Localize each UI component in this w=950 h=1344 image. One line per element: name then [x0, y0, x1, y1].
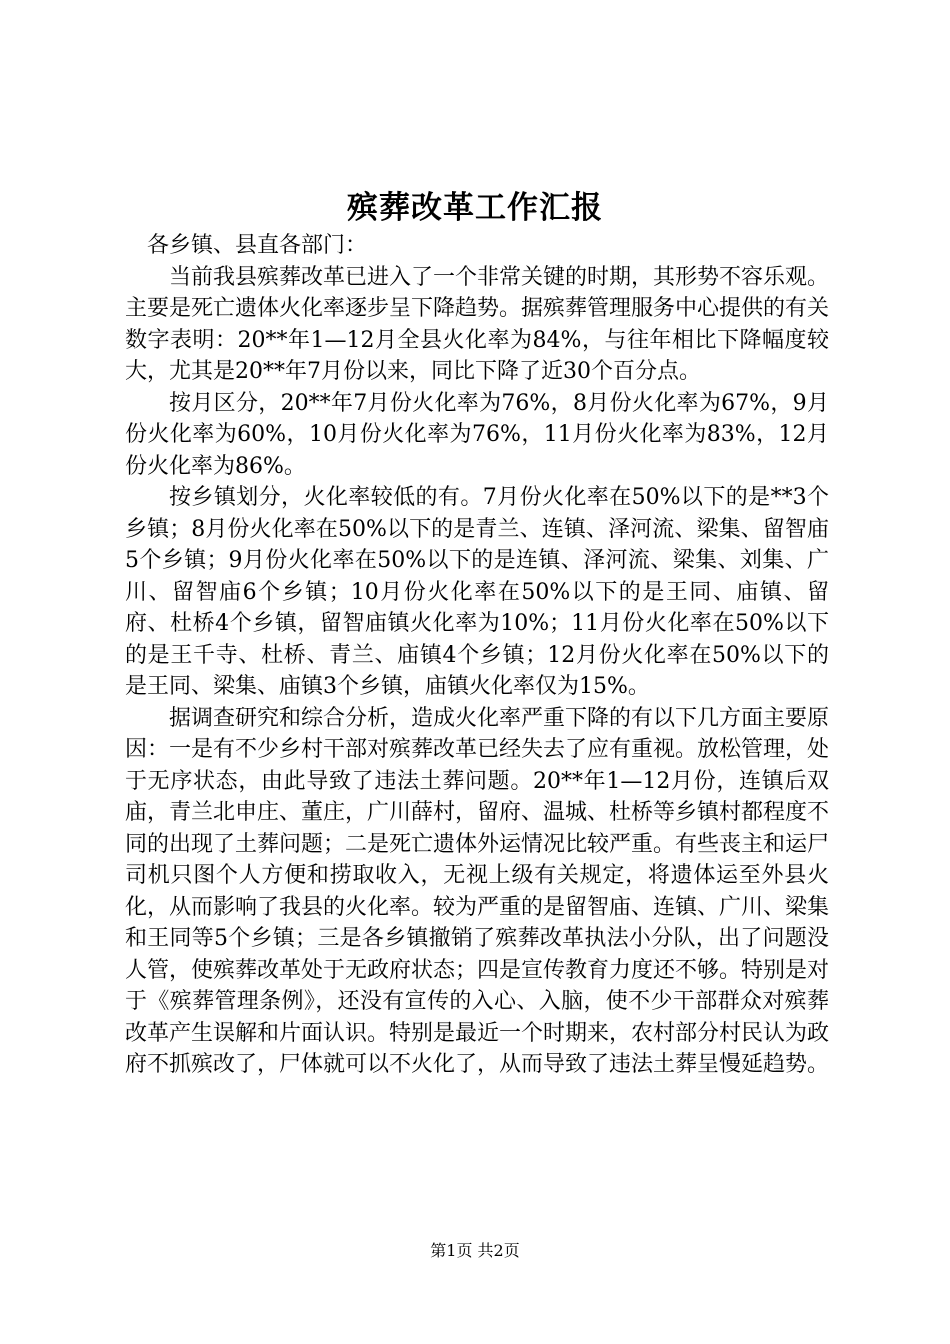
paragraph-by-township: 按乡镇划分，火化率较低的有。7月份火化率在50%以下的是**3个乡镇；8月份火化率在50%以下的是青兰、连镇、泽河流、梁集、留智庙5个乡镇；9月份火化率在50%以下的是连镇、泽河流、梁集、刘集、广川、留智庙6个乡镇；10月份火化率在50%以下的是王同、庙镇、留府、杜桥4个乡镇，留智庙镇火化率为10%；11月份火化率在50%以下的是王千寺、杜桥、青兰、庙镇4个乡镇；12月份火化率在50%以下的是王同、梁集、庙镇3个乡镇，庙镇火化率仅为15%。 — [125, 485, 829, 699]
document-body — [125, 230, 829, 1081]
salutation: 各乡镇、县直各部门： — [147, 233, 368, 258]
paragraph-overview: 当前我县殡葬改革已进入了一个非常关键的时期，其形势不容乐观。主要是死亡遗体火化率逐步呈下降趋势。据殡葬管理服务中心提供的有关数字表明：20**年1—12月全县火化率为84%，与往年相比下降幅度较大，尤其是20**年7月份以来，同比下降了近30个百分点。 — [125, 264, 830, 384]
paragraph-causes: 据调查研究和综合分析，造成火化率严重下降的有以下几方面主要原因：一是有不少乡村干部对殡葬改革已经失去了应有重视。放松管理，处于无序状态，由此导致了违法土葬问题。20**年1—12月份，连镇后双庙，青兰北申庄、董庄，广川薛村，留府、温城、杜桥等乡镇村都程度不同的出现了土葬问题；二是死亡遗体外运情况比较严重。有些丧主和运尸司机只图个人方便和捞取收入，无视上级有关规定，将遗体运至外县火化，从而影响了我县的火化率。较为严重的是留智庙、连镇、广川、梁集和王同等5个乡镇；三是各乡镇撤销了殡葬改革执法小分队，出了问题没人管，使殡葬改革处于无政府状态；四是宣传教育力度还不够。特别是对于《殡葬管理条例》，还没有宣传的入心、入脑，使不少干部群众对殡葬改革产生误解和片面认识。特别是最近一个时期来，农村部分村民认为政府不抓殡改了，尸体就可以不火化了，从而导致了违法土葬呈慢延趋势。 — [125, 705, 830, 1077]
page-footer: 第1页 共2页 — [430, 1241, 520, 1260]
document-title: 殡葬改革工作汇报 — [347, 190, 603, 226]
paragraph-by-month: 按月区分，20**年7月份火化率为76%，8月份火化率为67%，9月份火化率为60%，10月份火化率为76%，11月份火化率为83%，12月份火化率为86%。 — [125, 390, 829, 479]
